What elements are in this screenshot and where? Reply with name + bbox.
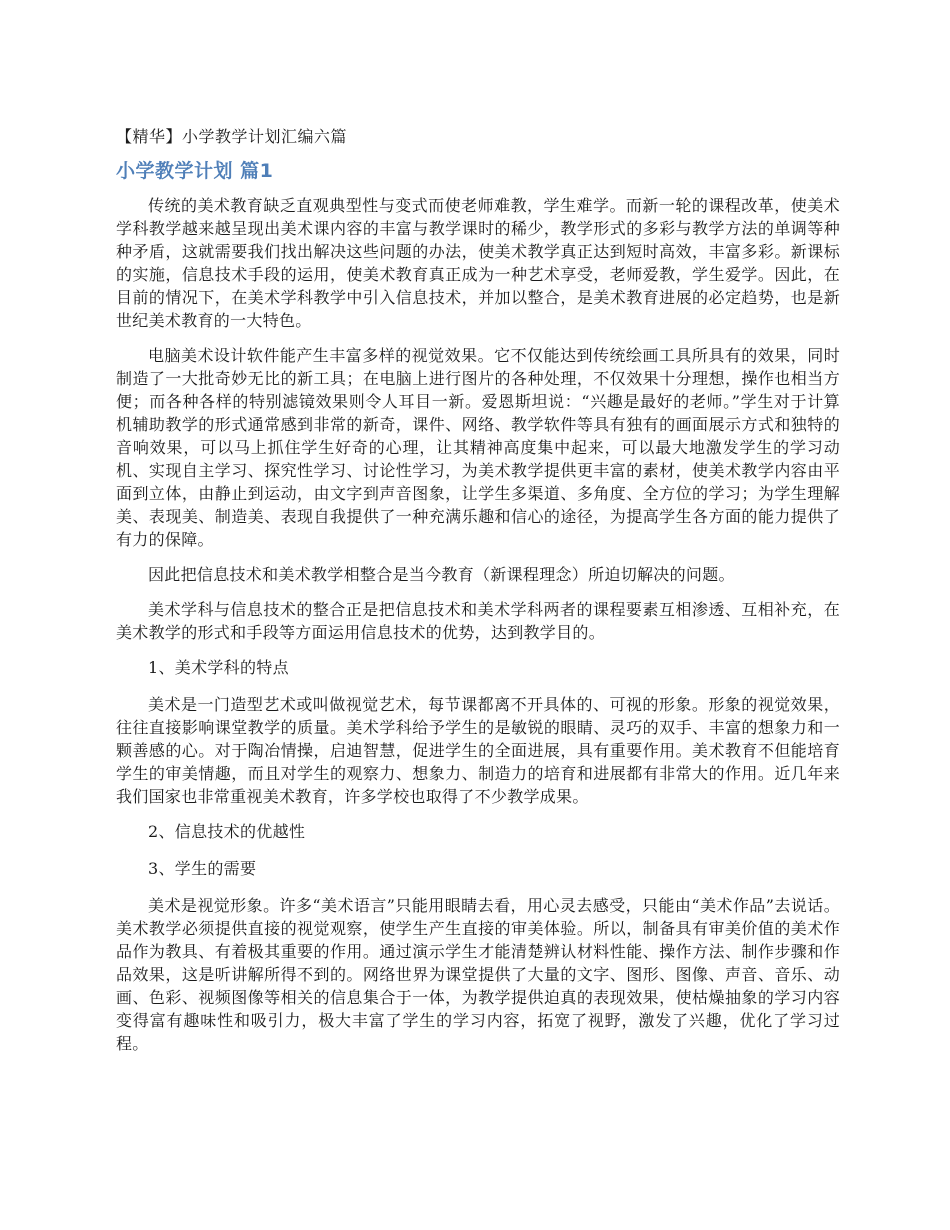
paragraph-integration-need: 因此把信息技术和美术教学相整合是当今教育（新课程理念）所迫切解决的问题。 — [148, 565, 735, 584]
paragraph-visual-effects: 电脑美术设计软件能产生丰富多样的视觉效果。它不仅能达到传统绘画工具所具有的效果，同时制造了一大批奇妙无比的新工具；在电脑上进行图片的各种处理，不仅效果十分理想，操作也相当方便；而各种各样的特别滤镜效果则令人耳目一新。爱恩斯坦说：“兴趣是最好的老师。”学生对于计算机辅助教学的形式通常感到非常的新奇，课件、网络、教学软件等具有独有的画面展示方式和独特的音响效果，可以马上抓住学生好奇的心理，让其精神高度集中起来，可以最大地激发学生的学习动机、实现自主学习、探究性学习、讨论性学习，为美术教学提供更丰富的素材，使美术教学内容由平面到立体，由静止到运动，由文字到声音图象，让学生多渠道、多角度、全方位的学习；为学生理解美、表现美、制造美、表现自我提供了一种充满乐趣和信心的途径，为提高学生各方面的能力提供了有力的保障。 — [116, 346, 840, 549]
document-page — [116, 126, 840, 1067]
list-item-art-features: 1、美术学科的特点 — [148, 658, 289, 677]
paragraph-art-features: 美术是一门造型艺术或叫做视觉艺术，每节课都离不开具体的、可视的形象。形象的视觉效果，往往直接影响课堂教学的质量。美术学科给予学生的是敏锐的眼睛、灵巧的双手、丰富的想象力和一颗善感的心。对于陶冶情操，启迪智慧，促进学生的全面进展，具有重要作用。美术教育不但能培育学生的审美情趣，而且对学生的观察力、想象力、制造力的培育和进展都有非常大的作用。近几年来我们国家也非常重视美术教育，许多学校也取得了不少教学成果。 — [116, 695, 840, 806]
document-title: 【精华】小学教学计划汇编六篇 — [116, 127, 348, 146]
paragraph-intro: 传统的美术教育缺乏直观典型性与变式而使老师难教，学生难学。而新一轮的课程改革，使美术学科教学越来越呈现出美术课内容的丰富与教学课时的稀少，教学形式的多彩与教学方法的单调等种种矛盾，这就需要我们找出解决这些问题的办法，使美术教学真正达到短时高效，丰富多彩。新课标的实施，信息技术手段的运用，使美术教育真正成为一种艺术享受，老师爱教，学生爱学。因此，在目前的情况下，在美术学科教学中引入信息技术，并加以整合，是美术教育进展的必定趋势，也是新世纪美术教育的一大特色。 — [116, 196, 840, 330]
paragraph-integration-definition: 美术学科与信息技术的整合正是把信息技术和美术学科两者的课程要素互相渗透、互相补充，在美术教学的形式和手段等方面运用信息技术的优势，达到教学目的。 — [116, 600, 840, 642]
paragraph-student-needs: 美术是视觉形象。许多“美术语言”只能用眼睛去看，用心灵去感受，只能由“美术作品”去说话。美术教学必须提供直接的视觉观察，使学生产生直接的审美体验。所以，制备具有审美价值的美术作品作为教具、有着极其重要的作用。通过演示学生才能清楚辨认材料性能、操作方法、制作步骤和作品效果，这是听讲解所得不到的。网络世界为课堂提供了大量的文字、图形、图像、声音、音乐、动画、色彩、视频图像等相关的信息集合于一体，为教学提供迫真的表现效果，使枯燥抽象的学习内容变得富有趣味性和吸引力，极大丰富了学生的学习内容，拓宽了视野，激发了兴趣，优化了学习过程。 — [116, 896, 840, 1053]
section-heading: 小学教学计划 篇1 — [116, 160, 274, 182]
list-item-it-advantages: 2、信息技术的优越性 — [148, 822, 306, 841]
list-item-student-needs: 3、学生的需要 — [148, 859, 257, 878]
